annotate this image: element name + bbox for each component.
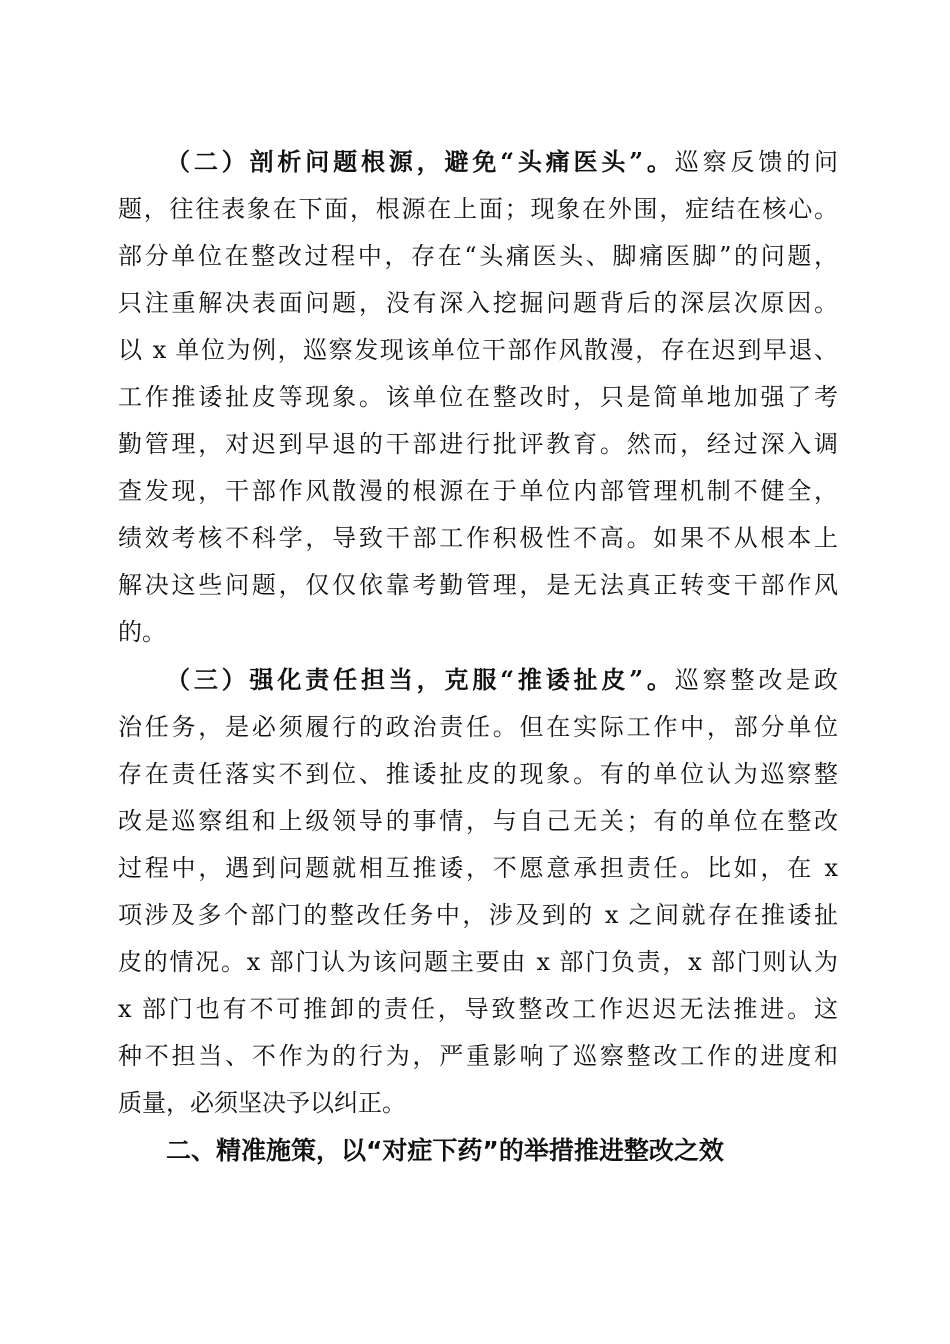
paragraph-line: 皮的情况。x 部门认为该问题主要由 x 部门负责，x 部门则认为	[118, 948, 838, 976]
paragraph-line: x 部门也有不可推卸的责任，导致整改工作迟迟无法推进。这	[118, 995, 838, 1023]
paragraph-line: 只注重解决表面问题，没有深入挖掘问题背后的深层次原因。	[118, 289, 838, 317]
paragraph-text: 巡察反馈的问	[674, 148, 839, 176]
paragraph-line: 查发现，干部作风散漫的根源在于单位内部管理机制不健全，	[118, 477, 838, 505]
paragraph-line: 存在责任落实不到位、推诿扯皮的现象。有的单位认为巡察整	[118, 760, 838, 788]
paragraph-line: 质量，必须坚决予以纠正。	[118, 1089, 406, 1117]
paragraph-line: 过程中，遇到问题就相互推诿，不愿意承担责任。比如，在 x	[118, 854, 838, 882]
paragraph-line: 种不担当、不作为的行为，严重影响了巡察整改工作的进度和	[118, 1042, 838, 1070]
section-title: （三）强化责任担当，克服“推诿扯皮”。	[166, 665, 675, 694]
paragraph-line: 绩效考核不科学，导致干部工作积极性不高。如果不从根本上	[118, 524, 838, 552]
paragraph-line	[166, 148, 838, 176]
paragraph-line: 解决这些问题，仅仅依靠考勤管理，是无法真正转变干部作风	[118, 571, 838, 599]
paragraph-line: 勤管理，对迟到早退的干部进行批评教育。然而，经过深入调	[118, 430, 838, 458]
section-title: （二）剖析问题根源，避免“头痛医头”。	[166, 147, 675, 176]
section-heading: 二、精准施策，以“对症下药”的举措推进整改之效	[166, 1136, 724, 1165]
paragraph-line: 项涉及多个部门的整改任务中，涉及到的 x 之间就存在推诿扯	[118, 901, 838, 929]
paragraph-line: 题，往往表象在下面，根源在上面；现象在外围，症结在核心。	[118, 195, 838, 223]
paragraph-line: 的。	[118, 618, 166, 646]
paragraph-line: 改是巡察组和上级领导的事情，与自己无关；有的单位在整改	[118, 807, 838, 835]
paragraph-line: 部分单位在整改过程中，存在“头痛医头、脚痛医脚”的问题，	[118, 242, 838, 270]
paragraph-line: 工作推诿扯皮等现象。该单位在整改时，只是简单地加强了考	[118, 383, 838, 411]
paragraph-line: 治任务，是必须履行的政治责任。但在实际工作中，部分单位	[118, 713, 838, 741]
paragraph-text: 巡察整改是政	[674, 666, 839, 694]
paragraph-line	[166, 666, 838, 694]
paragraph-line: 以 x 单位为例，巡察发现该单位干部作风散漫，存在迟到早退、	[118, 336, 838, 364]
